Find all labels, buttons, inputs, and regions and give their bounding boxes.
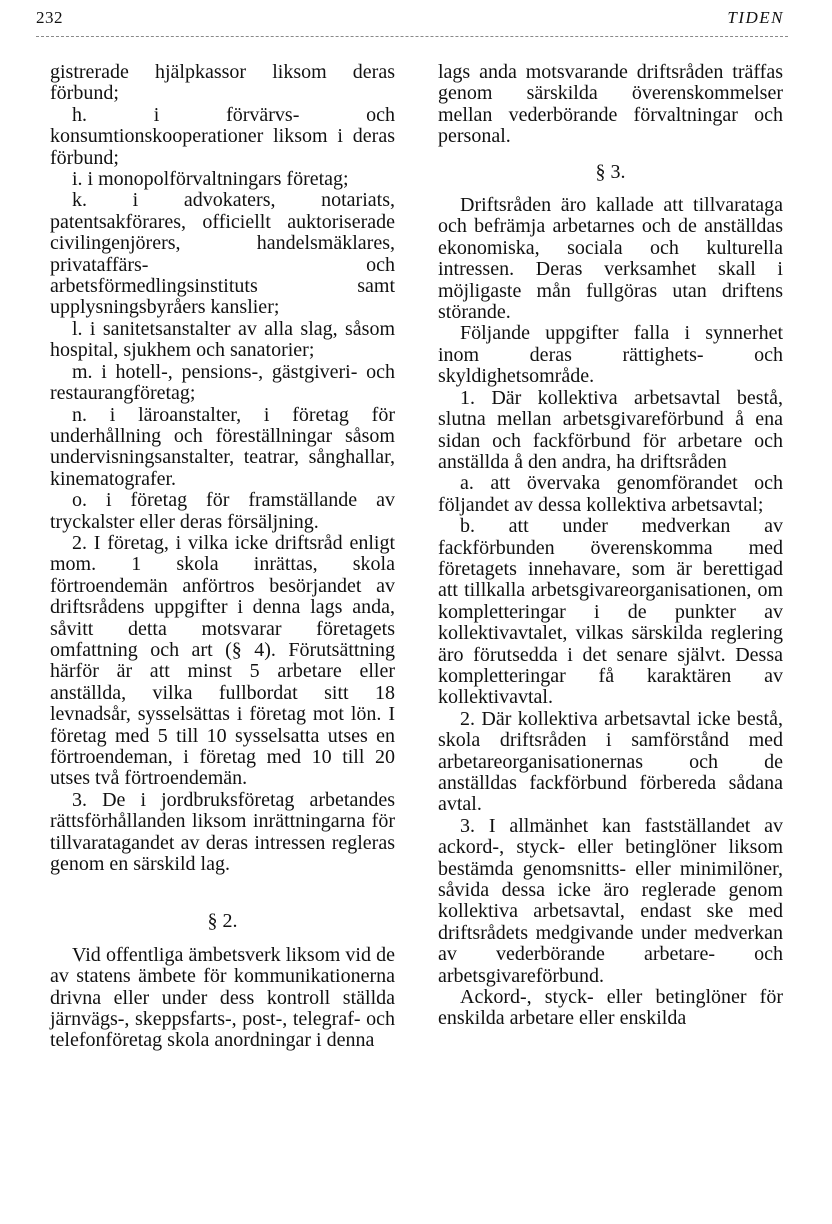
right-paragraph: Ackord-, styck- eller betinglöner för enskilda arbetare eller enskilda (438, 986, 783, 1030)
right-paragraph: 3. I allmänhet kan fastställandet av ackord-, styck- eller betinglöner liksom bestämda genomsnitts- eller minimilöner, såvida dessa icke äro reglerade genom kollektiva arbetsavtal, endast ske med driftsrådets medgivande under medverkan av vederbörande arbetare- och arbetsgivareförbund. (438, 814, 783, 987)
right-paragraph: a. att övervaka genomförandet och följandet av dessa kollektiva arbetsavtal; (438, 472, 783, 516)
right-paragraph: Driftsråden äro kallade att tillvarataga och befrämja arbetarnes och de anställdas ekonomiska, sociala och kulturella intressen. Deras verksamhet skall i möjligaste mån fullgöras utan driftens störande. (438, 194, 783, 324)
left-column (50, 62, 395, 1052)
left-paragraph: o. i företag för framställande av tryckalster eller deras försäljning. (50, 489, 395, 533)
right-paragraph: b. att under medverkan av fackförbunden överenskomma med företagets innehavare, som är berettigad att tillkalla arbetsgivareorganisationen, om kompletteringar i de punkter av kollektivavtalet, vilkas särskilda reglering äro förutsedda i det senare självt. Dessa kompletteringar få karaktären av kollektivavtal. (438, 515, 783, 709)
left-paragraph: m. i hotell-, pensions-, gästgiveri- och restaurangföretag; (50, 360, 395, 405)
left-paragraph: i. i monopolförvaltningars företag; (72, 168, 349, 191)
left-paragraph: 2. I företag, i vilka icke driftsråd enligt mom. 1 skola inrättas, skola förtroendemän anförtros besörjandet av driftsrådens uppgifter i denna lags anda, såvitt detta motsvarar företagets omfattning och art (§ 4). Förutsättning härför är att minst 5 arbetare eller anställda, vilka fullbordat sitt 18 levnadsår, sysselsättas i företag mot lön. I företag med 5 till 10 sysselsatta utses en förtroendeman, i företag med 10 till 20 utses två förtroendemän. (50, 531, 395, 790)
section-heading: § 2. (207, 910, 238, 933)
left-paragraph: 3. De i jordbruksföretag arbetandes rättsförhållanden liksom inrättningarna för tillvaratagandet av deras intressen regleras genom en särskild lag. (50, 788, 395, 876)
left-paragraph: l. i sanitetsanstalter av alla slag, såsom hospital, sjukhem och sanatorier; (50, 317, 395, 362)
left-paragraph: k. i advokaters, notariats, patentsakförares, officiellt auktoriserade civilingenjörers, handelsmäklares, privataffärs- och arbetsförmedlingsinstituts samt upplysningsbyråers kanslier; (50, 189, 395, 319)
section-heading: § 3. (595, 160, 626, 183)
left-paragraph: gistrerade hjälpkassor liksom deras förbund; (50, 61, 395, 105)
running-head: TIDEN (727, 8, 784, 27)
right-paragraph: Följande uppgifter falla i synnerhet inom deras rättighets- och skyldighetsområde. (438, 322, 783, 388)
right-paragraph: 1. Där kollektiva arbetsavtal bestå, slutna mellan arbetsgivareförbund å ena sidan och fackförbund för arbetare och anställda å den andra, ha driftsråden (438, 386, 783, 473)
header-rule (36, 36, 788, 37)
left-paragraph: Vid offentliga ämbetsverk liksom vid de av statens ämbete för kommunikationerna drivna eller under dess kontroll ställda järnvägs-, skeppsfarts-, post-, telegraf- och telefonföretag skola anordningar i denna (50, 943, 395, 1052)
right-paragraph: 2. Där kollektiva arbetsavtal icke bestå, skola driftsråden i samförstånd med arbetareorganisationernas och de anställdas fackförbund förbereda sådana avtal. (438, 707, 783, 816)
right-column (438, 62, 783, 1030)
left-paragraph: n. i läroanstalter, i företag för underhållning och föreställningar såsom undervisningsanstalter, teatrar, sånghallar, kinematografer. (50, 403, 395, 490)
page-number: 232 (36, 8, 63, 27)
left-paragraph: h. i förvärvs- och konsumtionskooperationer liksom i deras förbund; (50, 103, 395, 169)
right-paragraph: lags anda motsvarande driftsråden träffas genom särskilda överenskommelser mellan vederbörande förvaltningar och personal. (438, 61, 783, 148)
